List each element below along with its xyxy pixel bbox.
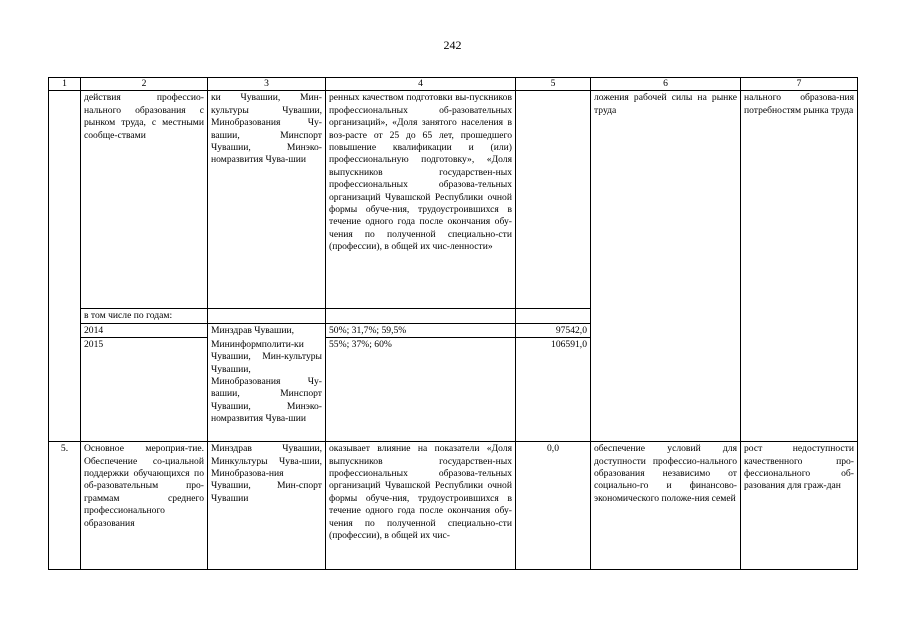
cell-executors: Минздрав Чувашии,: [208, 323, 326, 337]
cell-amount: [516, 91, 591, 309]
header-cell: 2: [81, 78, 208, 91]
header-cell: 6: [591, 78, 741, 91]
cell-result: ложения рабочей силы на рынке труда: [591, 91, 741, 442]
cell-indicators: [326, 309, 516, 323]
cell-executors: Мининформполити-ки Чувашии, Мин-культуры Чувашии, Минобразования Чу-вашии, Минспорт Чувашии, Минэко-номразвития Чува-шии: [208, 338, 326, 442]
header-cell: 4: [326, 78, 516, 91]
cell-number: [49, 323, 81, 337]
cell-activity: в том числе по годам:: [81, 309, 208, 323]
cell-indicators: ренных качеством подготовки вы-пускников профессиональных об-разовательных организаций», «Доля занятого населения в воз-расте от 25 до 65 лет, прошедшего повышение квалификации и (или) профессиональную подготовку», «Доля выпускников государствен-ных профессиональных образова-тельных организаций Чувашской Республики очной формы обуче-ния, трудоустроившихся в течение одного года после окончания обу-чения по полученной специально-сти (профессии), в общей их чис-ленности»: [326, 91, 516, 309]
cell-executors: [208, 309, 326, 323]
cell-amount: 106591,0: [516, 338, 591, 442]
header-cell: 1: [49, 78, 81, 91]
cell-activity: действия профессио-нального образования с рынком труда, с местными сообще-ствами: [81, 91, 208, 309]
cell-number: [49, 309, 81, 323]
header-cell: 5: [516, 78, 591, 91]
cell-year: 2015: [81, 338, 208, 442]
cell-amount: 0,0: [516, 442, 591, 570]
cell-executors: ки Чувашии, Мин-культуры Чувашии, Минобразования Чу-вашии, Минспорт Чувашии, Минэко-номразвития Чува-шии: [208, 91, 326, 309]
cell-consequence: рост недоступности качественного про-фессионального об-разования для граж-дан: [741, 442, 858, 570]
header-cell: 3: [208, 78, 326, 91]
table-header-row: [49, 78, 858, 91]
cell-amount: 97542,0: [516, 323, 591, 337]
cell-consequence: нального образова-ния потребностям рынка труда: [741, 91, 858, 442]
cell-result: обеспечение условий для доступности профессио-нального образования независимо от социально-го и финансово-экономического положе-ния семей: [591, 442, 741, 570]
page-number: 242: [443, 38, 462, 52]
table-row: [49, 91, 858, 309]
program-table: [48, 77, 858, 570]
cell-amount: [516, 309, 591, 323]
cell-indicators: оказывает влияние на показатели «Доля выпускников государствен-ных профессиональных образова-тельных организаций Чувашской Республики очной формы обуче-ния, трудоустроившихся в течение одного года после окончания обу-чения по полученной специально-сти (профессии), в общей их чис-: [326, 442, 516, 570]
cell-number: 5.: [49, 442, 81, 570]
cell-indicators: 50%; 31,7%; 59,5%: [326, 323, 516, 337]
cell-executors: Минздрав Чувашии, Минкультуры Чува-шии, Минобразова-ния Чувашии, Мин-спорт Чувашии: [208, 442, 326, 570]
cell-activity: Основное мероприя-тие. Обеспечение со-циальной поддержки обучающихся по об-разовательным про-граммам среднего профессионального образования: [81, 442, 208, 570]
cell-number: [49, 338, 81, 442]
cell-indicators: 55%; 37%; 60%: [326, 338, 516, 442]
cell-number: [49, 91, 81, 309]
header-cell: 7: [741, 78, 858, 91]
cell-year: 2014: [81, 323, 208, 337]
table-row: [49, 442, 858, 570]
